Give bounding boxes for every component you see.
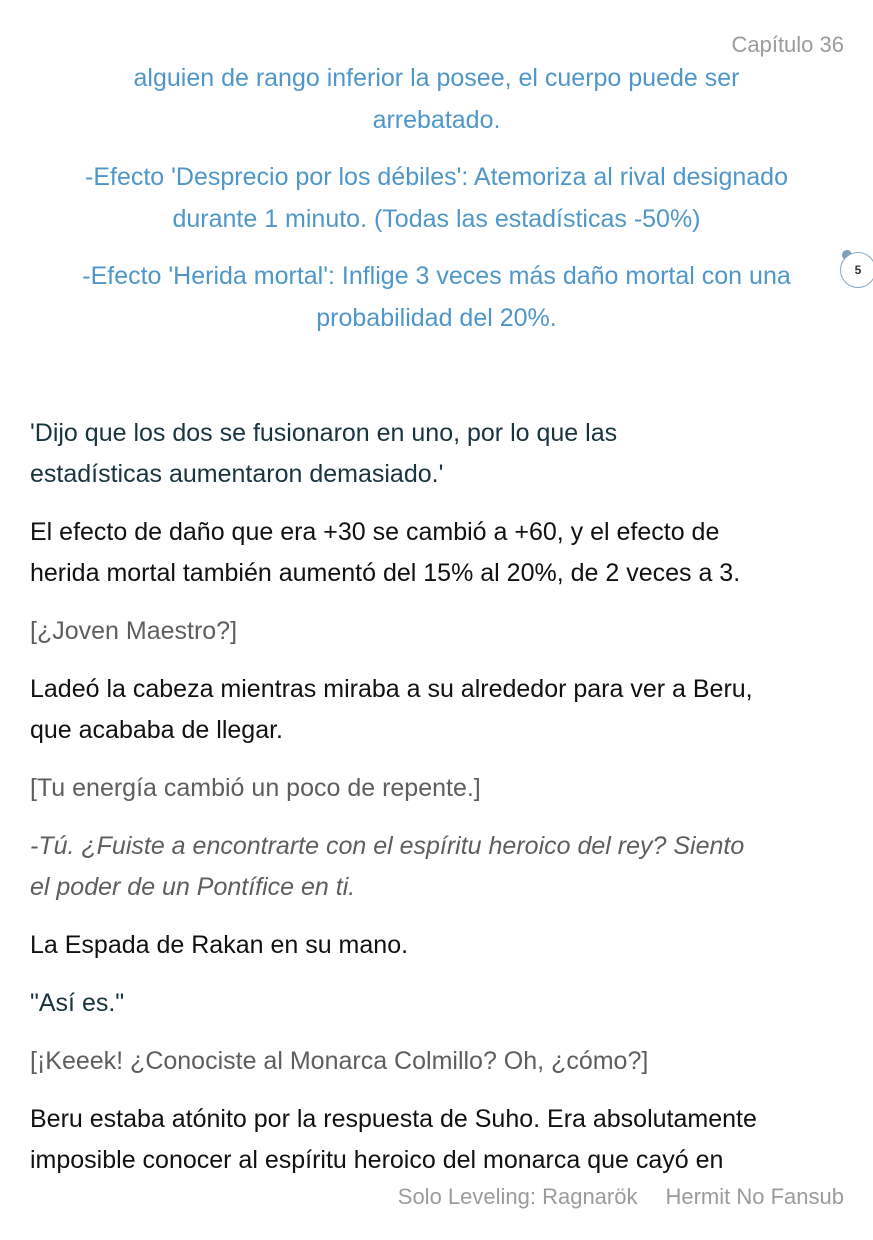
narration-line: La Espada de Rakan en su mano. [30,931,409,959]
narration-line: El efecto de daño que era +30 se cambió a +60, y el efecto de [30,518,720,546]
telepathic-line: el poder de un Pontífice en ti. [30,873,356,901]
stat-effect-line: probabilidad del 20%. [316,304,557,332]
book-title: Solo Leveling: Ragnarök [397,1184,638,1209]
narration-line: Beru estaba atónito por la respuesta de Suho. Era absolutamente [30,1105,757,1133]
stat-description-line: alguien de rango inferior la posee, el cuerpo puede ser [133,64,740,92]
narration-line: herida mortal también aumentó del 15% al 20%, de 2 veces a 3. [30,559,741,587]
translator-credit: Hermit No Fansub [665,1184,844,1209]
system-message-line: [¿Joven Maestro?] [30,617,238,645]
stat-description-line: arrebatado. [372,106,501,134]
telepathic-line: -Tú. ¿Fuiste a encontrarte con el espíritu heroico del rey? Siento [30,832,745,860]
annotation-count-badge[interactable]: 5 [840,252,873,288]
narration-line: Ladeó la cabeza mientras miraba a su alrededor para ver a Beru, [30,675,753,703]
stat-effect-line: -Efecto 'Herida mortal': Inflige 3 veces más daño mortal con una [82,262,791,290]
dialog-line: 'Dijo que los dos se fusionaron en uno, por lo que las [30,419,618,447]
dialog-line: "Así es." [30,989,125,1017]
page-footer [398,1183,844,1211]
system-message-line: [¡Keeek! ¿Conociste al Monarca Colmillo? Oh, ¿cómo?] [30,1047,649,1075]
narration-line: imposible conocer al espíritu heroico del monarca que cayó en [30,1146,724,1174]
narration-line: que acababa de llegar. [30,716,283,744]
stat-effect-line: -Efecto 'Desprecio por los débiles': Atemoriza al rival designado [85,163,788,191]
chapter-label: Capítulo 36 [731,32,844,57]
dialog-line: estadísticas aumentaron demasiado.' [30,460,444,488]
system-message-line: [Tu energía cambió un poco de repente.] [30,774,481,802]
stat-effect-line: durante 1 minuto. (Todas las estadísticas -50%) [172,205,701,233]
